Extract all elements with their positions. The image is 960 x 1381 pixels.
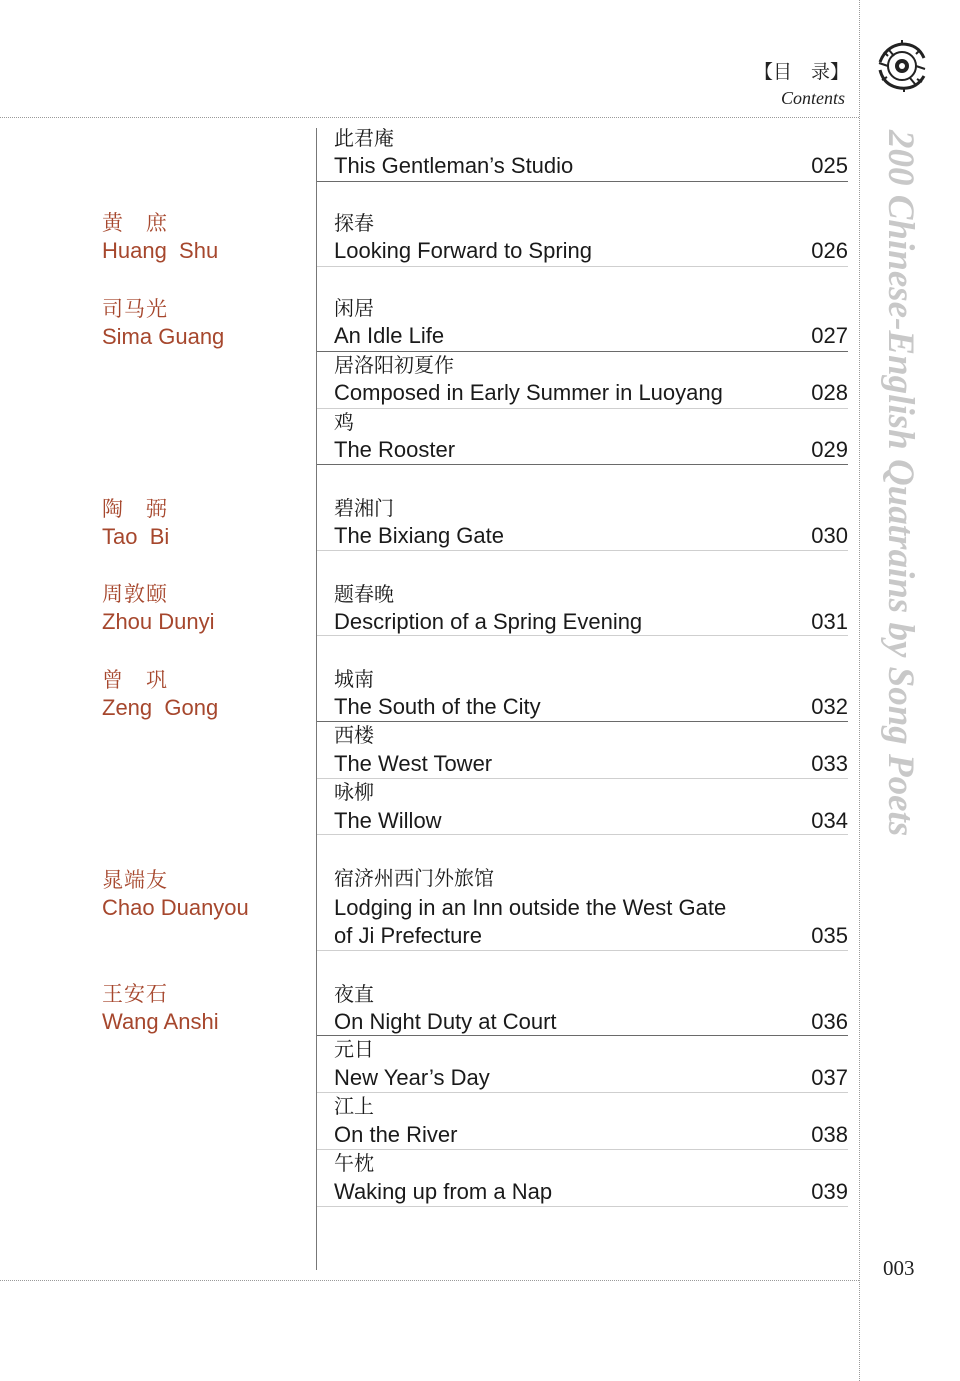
toc-entry[interactable]: [317, 182, 848, 267]
author-name-en: Zhou Dunyi: [102, 609, 215, 634]
author-wang-anshi: [102, 981, 219, 1037]
toc-entry[interactable]: [317, 352, 848, 409]
dragon-emblem-icon: [874, 38, 930, 94]
poem-title-cn: 居洛阳初夏作: [334, 353, 454, 377]
author-huang-shu: [102, 210, 218, 266]
poem-title-cn: 碧湘门: [334, 496, 394, 520]
author-name-en: Wang Anshi: [102, 1009, 219, 1034]
header-rule: [0, 117, 859, 118]
page-ref: 035: [811, 923, 848, 948]
poem-title-cn: 夜直: [334, 982, 374, 1006]
poem-title-cn: 咏柳: [334, 780, 374, 804]
page-ref: 032: [811, 694, 848, 719]
author-name-en: Sima Guang: [102, 324, 225, 349]
author-name-cn: 司马光: [102, 297, 168, 321]
author-zeng-gong: [102, 667, 218, 723]
author-name-cn: 黄 庶: [102, 211, 168, 235]
toc-entry[interactable]: [317, 551, 848, 636]
poem-title-en: Description of a Spring Evening: [334, 609, 643, 634]
contents-heading-en: Contents: [780, 88, 845, 108]
page-ref: 026: [811, 238, 848, 263]
poem-title-en: The South of the City: [334, 694, 541, 719]
author-name-cn: 陶 弼: [102, 497, 168, 521]
author-tao-bi: [102, 496, 169, 552]
poem-title-en: Composed in Early Summer in Luoyang: [334, 380, 723, 405]
poem-title-en: The West Tower: [334, 751, 493, 776]
poem-title-en: Lodging in an Inn outside the West Gate: [334, 895, 727, 920]
contents-heading-cn: 【目 录】: [754, 61, 850, 83]
page-ref: 036: [811, 1009, 848, 1034]
poem-title-en-line2: of Ji Prefecture: [334, 923, 482, 948]
author-name-cn: 曾 巩: [102, 668, 168, 692]
author-name-cn: 周敦颐: [102, 582, 168, 606]
page-ref: 039: [811, 1179, 848, 1204]
author-zhou-dunyi: [102, 581, 215, 637]
author-sima-guang: [102, 296, 224, 352]
page-ref: 025: [811, 153, 848, 178]
author-name-cn: 王安石: [102, 982, 168, 1006]
author-name-en: Tao Bi: [102, 524, 170, 549]
poem-title-cn: 江上: [334, 1094, 374, 1118]
poem-title-en: The Rooster: [334, 437, 456, 462]
poem-title-cn: 闲居: [334, 296, 374, 320]
author-name-en: Zeng Gong: [102, 695, 219, 720]
toc-entry[interactable]: [317, 636, 848, 722]
toc-entry[interactable]: [317, 409, 848, 465]
page-ref: 029: [811, 437, 848, 462]
author-chao-duanyou: [102, 867, 249, 923]
page-ref: 027: [811, 323, 848, 348]
poem-title-cn: 此君庵: [334, 126, 394, 150]
poem-title-cn: 午枕: [334, 1151, 374, 1175]
poem-title-en: New Year’s Day: [334, 1065, 490, 1090]
page-number: 003: [883, 1256, 915, 1280]
poem-title-cn: 探春: [334, 211, 374, 235]
poem-title-en: On the River: [334, 1122, 458, 1147]
page-ref: 030: [811, 523, 848, 548]
toc-entry[interactable]: [317, 835, 848, 951]
poem-title-en: This Gentleman’s Studio: [334, 153, 574, 178]
toc-entry[interactable]: [317, 465, 848, 551]
toc-entry[interactable]: [317, 779, 848, 835]
author-name-cn: 晁端友: [102, 868, 168, 892]
toc-entry[interactable]: [317, 1093, 848, 1150]
book-title: 200 Chinese-English Quatrains by Song Poets: [880, 130, 921, 837]
author-name-en: Chao Duanyou: [102, 895, 249, 920]
toc-entry[interactable]: [317, 123, 848, 182]
poem-title-cn: 西楼: [334, 723, 374, 747]
poem-title-en: An Idle Life: [334, 323, 445, 348]
toc-entry[interactable]: [317, 1036, 848, 1093]
poem-title-cn: 题春晚: [334, 582, 394, 606]
poem-title-cn: 宿济州西门外旅馆: [334, 866, 494, 890]
poem-title-cn: 鸡: [334, 410, 354, 434]
toc-entry[interactable]: [317, 1150, 848, 1207]
page-ref: 031: [811, 609, 848, 634]
poem-title-cn: 元日: [334, 1037, 374, 1061]
footer-rule: [0, 1280, 859, 1281]
poem-title-en: On Night Duty at Court: [334, 1009, 557, 1034]
page-ref: 033: [811, 751, 848, 776]
toc-entry[interactable]: [317, 951, 848, 1036]
poem-title-cn: 城南: [334, 667, 374, 691]
margin-rule: [859, 0, 860, 1381]
toc-entry[interactable]: [317, 267, 848, 352]
page-ref: 037: [811, 1065, 848, 1090]
poem-title-en: The Bixiang Gate: [334, 523, 504, 548]
author-name-en: Huang Shu: [102, 238, 219, 263]
poem-title-en: Looking Forward to Spring: [334, 238, 593, 263]
page-ref: 034: [811, 808, 848, 833]
poem-title-en: The Willow: [334, 808, 442, 833]
toc-entry[interactable]: [317, 722, 848, 779]
page-ref: 038: [811, 1122, 848, 1147]
poem-title-en: Waking up from a Nap: [334, 1179, 553, 1204]
page-ref: 028: [811, 380, 848, 405]
